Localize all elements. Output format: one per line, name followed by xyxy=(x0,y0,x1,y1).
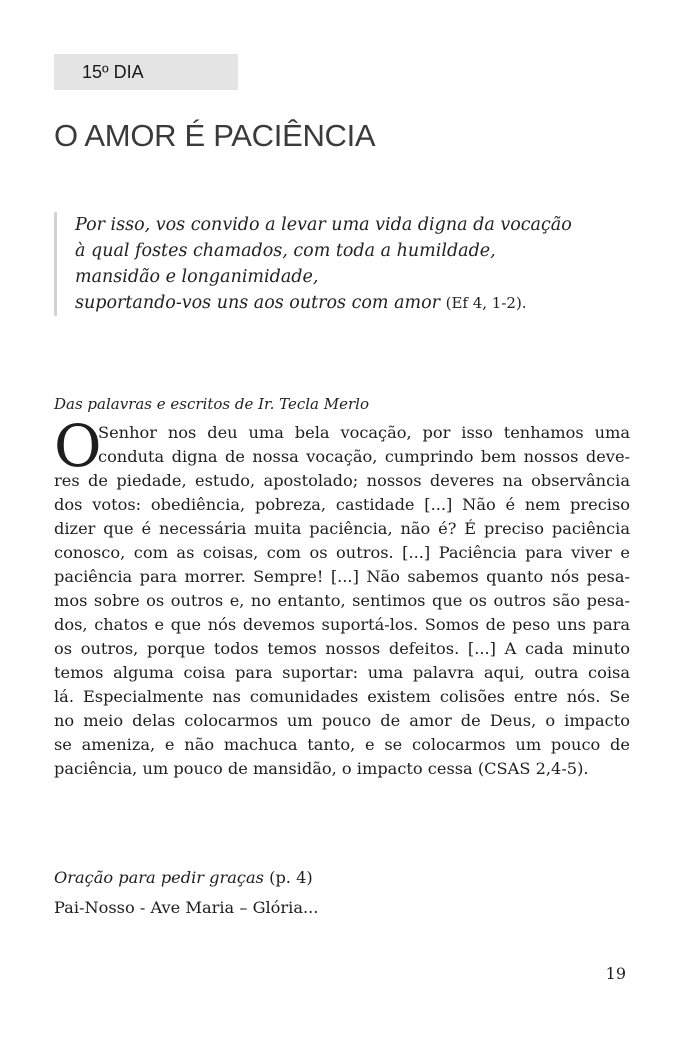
body-line: dizer que é necessária muita paciência, não é? É preciso paciência xyxy=(54,519,630,538)
page-number: 19 xyxy=(605,964,626,983)
body-paragraph xyxy=(54,412,630,781)
body-line: Senhor nos deu uma bela vocação, por isso tenhamos uma xyxy=(98,423,630,442)
body-line: mos sobre os outros e, no entanto, sentimos que os outros são pesa- xyxy=(54,591,630,610)
body-line: os outros, porque todos temos nossos defeitos. [...] A cada minuto xyxy=(54,639,630,658)
quote-line: à qual fostes chamados, com toda a humildade, xyxy=(75,241,496,261)
epigraph-quote xyxy=(54,212,635,316)
prayer-page-ref: (p. 4) xyxy=(269,868,313,887)
quote-line: mansidão e longanimidade, xyxy=(75,267,319,287)
quote-line-last xyxy=(75,290,635,316)
quote-line: Por isso, vos convido a levar uma vida digna da vocação xyxy=(75,215,572,235)
body-line: conosco, com as coisas, com os outros. [...] Paciência para viver e xyxy=(54,543,630,562)
prayer-title: Oração para pedir graças xyxy=(54,868,264,887)
body-line: dos votos: obediência, pobreza, castidade [...] Não é nem preciso xyxy=(54,495,630,514)
quote-reference: (Ef 4, 1-2). xyxy=(445,294,527,312)
drop-cap: O xyxy=(54,412,102,480)
body-line: dos, chatos e que nós devemos suportá-los. Somos de peso uns para xyxy=(54,615,630,634)
body-line: se ameniza, e não machuca tanto, e se colocarmos um pouco de xyxy=(54,735,630,754)
body-line: temos alguma coisa para suportar: uma palavra aqui, outra coisa xyxy=(54,663,630,682)
body-line: no meio delas colocarmos um pouco de amor de Deus, o impacto xyxy=(54,711,630,730)
body-line: lá. Especialmente nas comunidades existem colisões entre nós. Se xyxy=(54,687,630,706)
source-attribution: Das palavras e escritos de Ir. Tecla Merlo xyxy=(54,395,369,413)
body-line: res de piedade, estudo, apostolado; nossos deveres na observância xyxy=(54,471,630,490)
prayer-heading xyxy=(54,866,313,890)
body-line: paciência para morrer. Sempre! [...] Não sabemos quanto nós pesa- xyxy=(54,567,630,586)
prayer-list: Pai-Nosso - Ave Maria – Glória... xyxy=(54,898,319,917)
body-line: paciência, um pouco de mansidão, o impacto cessa (CSAS 2,4-5). xyxy=(54,759,589,778)
day-label: 15º DIA xyxy=(54,54,238,90)
body-line: conduta digna de nossa vocação, cumprindo bem nossos deve- xyxy=(98,447,630,466)
page-title: O AMOR É PACIÊNCIA xyxy=(54,118,376,153)
quote-line-text: suportando-vos uns aos outros com amor xyxy=(75,293,441,313)
